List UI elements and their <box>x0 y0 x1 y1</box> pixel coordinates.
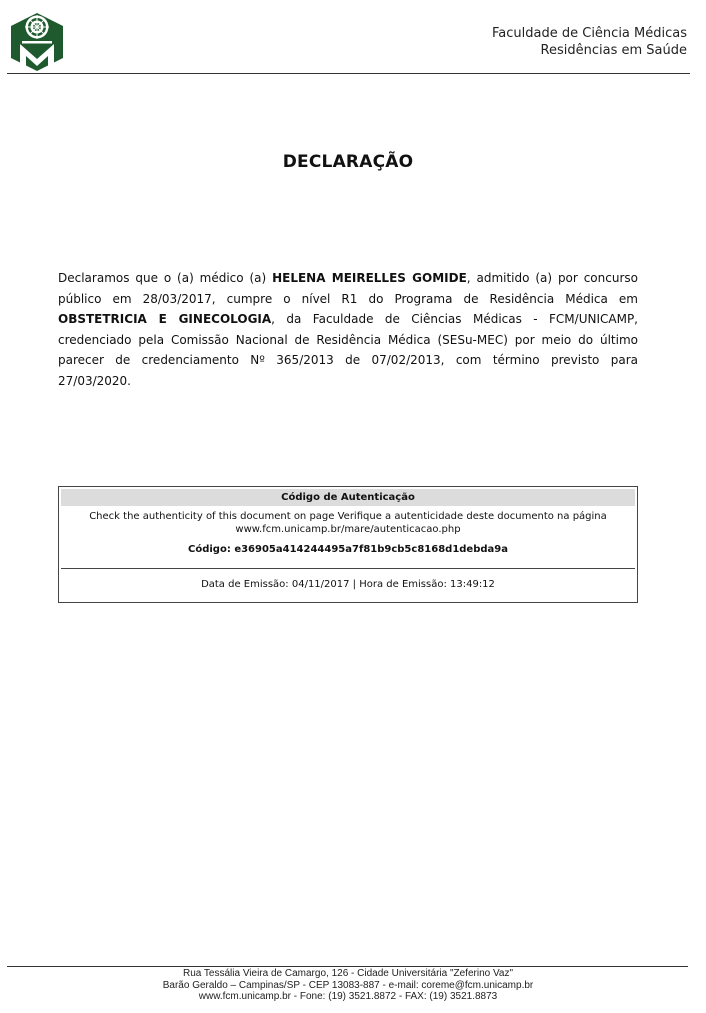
fcm-unicamp-logo-icon <box>8 12 66 72</box>
declaration-paragraph <box>58 268 638 392</box>
residency-program: OBSTETRICIA E GINECOLOGIA <box>58 312 272 327</box>
institution-header <box>492 25 687 59</box>
footer-web-phone: www.fcm.unicamp.br - Fone: (19) 3521.8872 - FAX: (19) 3521.8873 <box>198 991 498 1002</box>
physician-name: HELENA MEIRELLES GOMIDE <box>272 271 467 285</box>
footer-street: Rua Tessália Vieira de Camargo, 126 - Cidade Universitária "Zeferino Vaz" <box>182 968 514 979</box>
authentication-divider <box>61 568 635 569</box>
document-title: DECLARAÇÃO <box>282 152 414 172</box>
authentication-instructions-line: Check the authenticity of this document on page Verifique a autenticidade deste documento na página <box>89 511 607 522</box>
authentication-heading: Código de Autenticação <box>61 489 635 506</box>
department-name: Residências em Saúde <box>540 43 687 58</box>
authentication-code: Código: e36905a414244495a7f81b9cb5c8168d1debda9a <box>188 544 508 555</box>
declaration-text-end: , da Faculdade de Ciências Médicas - FCM/UNICAMP, credenciado pela Comissão Nacional de Residência Médica (SESu-MEC) por meio do último parecer de credenciamento Nº 365/2013 de 07/02/2013, com término previsto para 27/03/2020. <box>58 312 638 388</box>
header-divider <box>7 73 690 74</box>
authentication-url: www.fcm.unicamp.br/mare/autenticacao.php <box>235 524 461 535</box>
authentication-instructions <box>59 510 637 536</box>
declaration-text-middle: , admitido (a) por concurso público em 28/03/2017, cumpre o nível R1 do Programa de Residência Médica em <box>58 271 638 306</box>
footer-city-email: Barão Geraldo – Campinas/SP - CEP 13083-887 - e-mail: coreme@fcm.unicamp.br <box>162 979 534 991</box>
authentication-box <box>58 486 638 603</box>
institution-name: Faculdade de Ciência Médicas <box>492 26 687 41</box>
issue-date-time: Data de Emissão: 04/11/2017 | Hora de Emissão: 13:49:12 <box>201 579 495 590</box>
footer-divider <box>7 966 688 967</box>
footer-address <box>0 968 696 1003</box>
declaration-text-start: Declaramos que o (a) médico (a) <box>58 271 273 285</box>
